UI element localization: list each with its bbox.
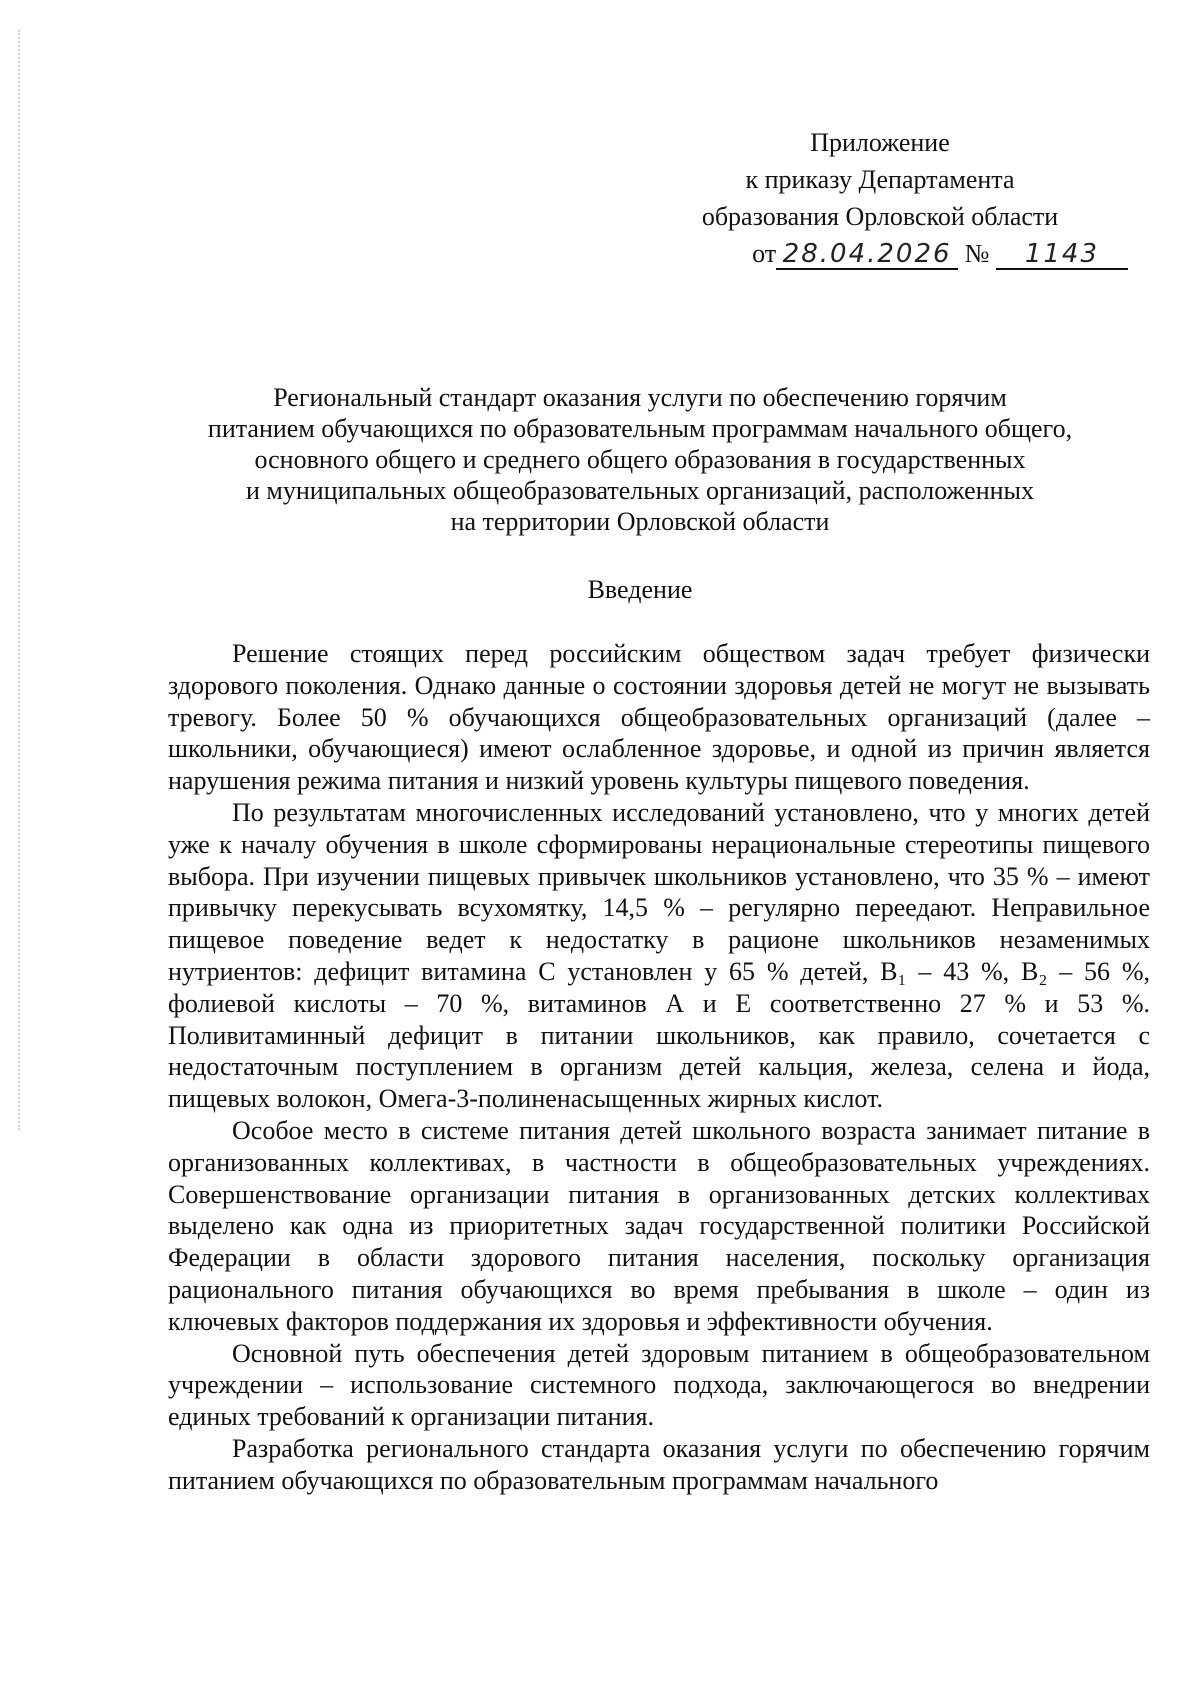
paragraph: Разработка регионального стандарта оказания услуги по обеспечению горячим питанием обучающихся по образовательным программам начального (168, 1433, 1150, 1495)
paragraph: Решение стоящих перед российским обществом задач требует физически здорового поколения. Однако данные о состоянии здоровья детей не могут не вызывать тревогу. Более 50 % обучающихся общеобразовательных организаций (далее – школьники, обучающиеся) имеют ослабленное здоровье, и одной из причин является нарушения режима питания и низкий уровень культуры пищевого поведения. (168, 639, 1150, 796)
appendix-block (600, 124, 1160, 272)
title-line: основного общего и среднего общего образования в государственных (254, 445, 1026, 474)
title-line: Региональный стандарт оказания услуги по обеспечению горячим (273, 383, 1007, 412)
appendix-department: образования Орловской области (701, 202, 1059, 231)
title-line: на территории Орловской области (450, 507, 830, 536)
title-line: и муниципальных общеобразовательных организаций, расположенных (245, 476, 1035, 505)
number-sign: № (964, 239, 990, 268)
title-line: питанием обучающихся по образовательным программам начального общего, (207, 414, 1073, 443)
handwritten-order-number: 1143 (996, 240, 1128, 270)
date-prefix: от (752, 239, 777, 268)
appendix-title: Приложение (810, 128, 950, 157)
paragraph: Особое место в системе питания детей школьного возраста занимает питание в организованных коллективах, в частности в общеобразовательных учреждениях. Совершенствование организации питания в организованных детских коллективах выделено как одна из приоритетных задач государственной политики Российской Федерации в области здорового питания населения, поскольку организация рационального питания обучающихся во время пребывания в школе – один из ключевых факторов поддержания их здоровья и эффективности обучения. (168, 1115, 1150, 1336)
scan-margin-marks (18, 30, 22, 1130)
handwritten-date: 28.04.2026 (776, 240, 958, 270)
paragraph: Основной путь обеспечения детей здоровым питанием в общеобразовательном учреждении – использование системного подхода, заключающегося во внедрении единых требований к организации питания. (168, 1338, 1150, 1432)
order-date-number-line (720, 235, 1160, 272)
section-heading: Введение (587, 575, 693, 604)
appendix-order-reference: к приказу Департамента (745, 165, 1015, 194)
paragraph: По результатам многочисленных исследований установлено, что у многих детей уже к началу обучения в школе сформированы нерациональные стереотипы пищевого выбора. При изучении пищевых привычек школьников установлено, что 35 % – имеют привычку перекусывать всухомятку, 14,5 % – регулярно переедают. Неправильное пищевое поведение ведет к недостатку в рационе школьников незаменимых нутриентов: дефицит витамина С установлен у 65 % детей, B₁ – 43 %, B₂ – 56 %, фолиевой кислоты – 70 %, витаминов А и Е соответственно 27 % и 53 %. Поливитаминный дефицит в питании школьников, как правило, сочетается с недостаточным поступлением в организм детей кальция, железа, селена и йода, пищевых волокон, Омега-3-полиненасыщенных жирных кислот. (168, 797, 1150, 1114)
body-text (168, 638, 1150, 1497)
document-title (160, 382, 1120, 537)
